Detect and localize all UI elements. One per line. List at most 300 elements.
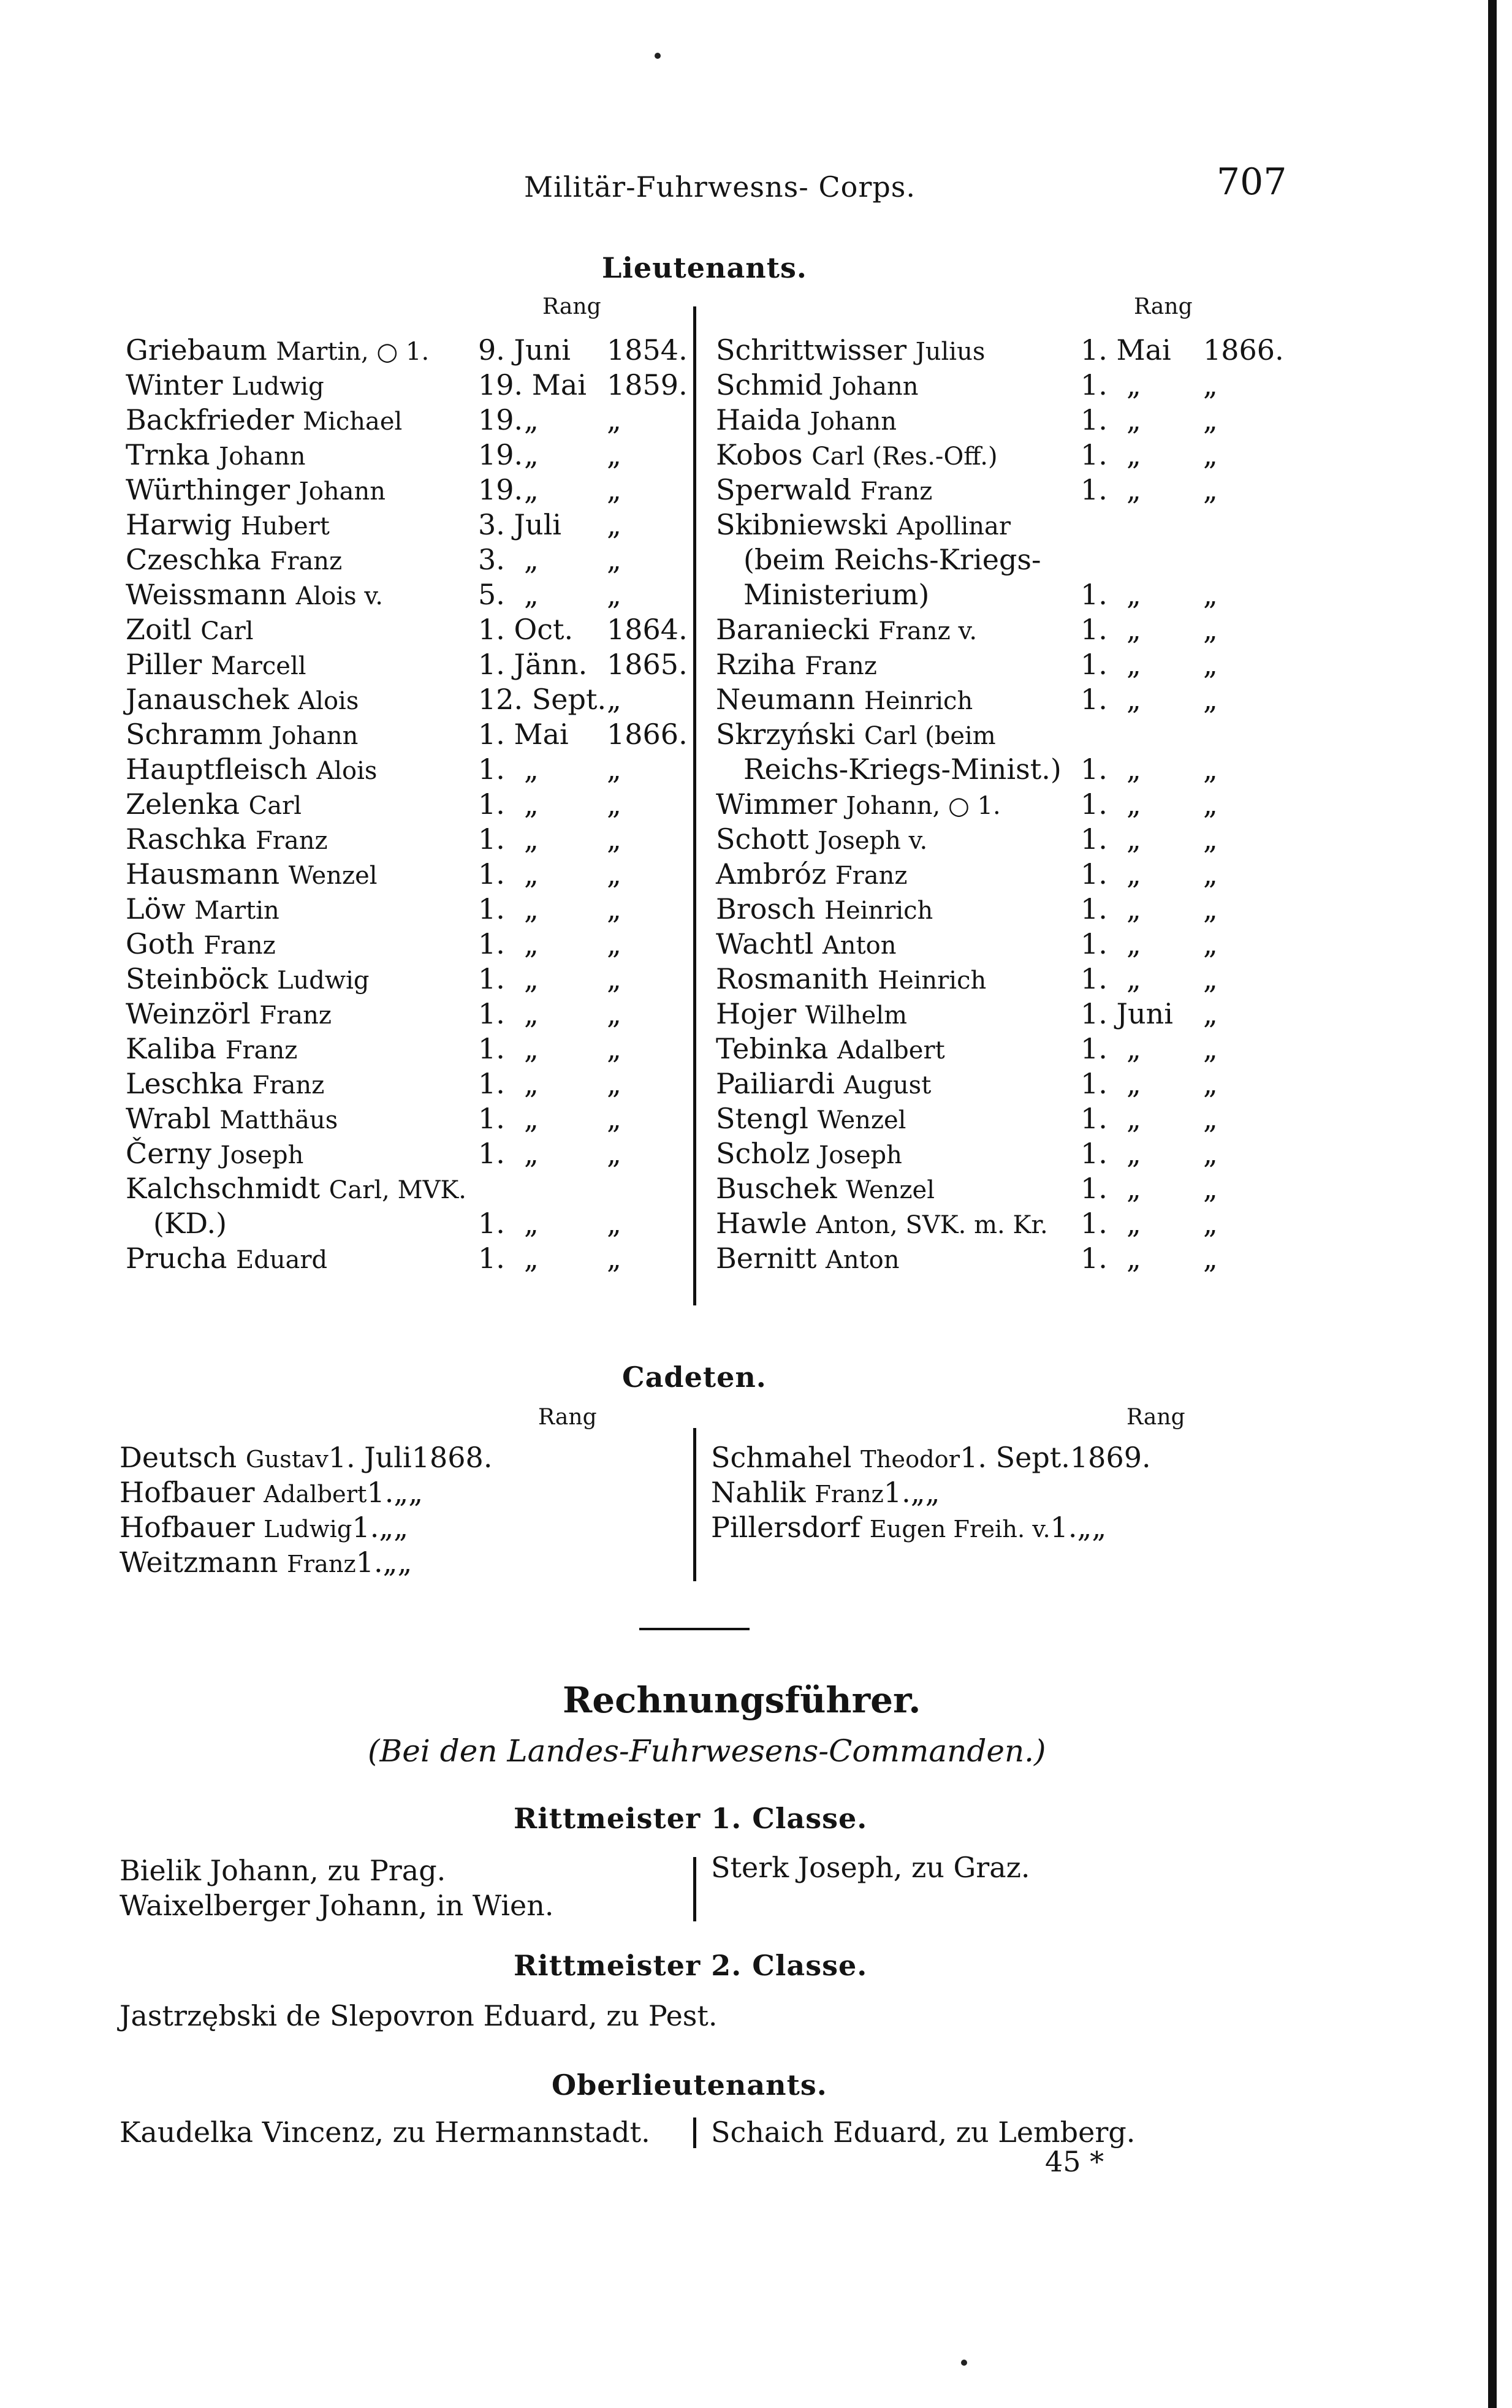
rank-date: 1. [478,857,505,891]
rank-date: 1. Sept. [960,1441,1070,1474]
rank-date: 1. [1081,962,1107,995]
given-name: Wenzel [846,1176,935,1204]
entry-name [120,1476,367,1509]
list-item [126,997,665,1031]
entry-name [716,647,877,684]
rank-date: 1. [1081,613,1107,646]
rank-date: 1. [1081,683,1107,716]
given-name: Eugen Freih. v. [869,1516,1050,1543]
rank-year: „ [1203,962,1218,995]
section-title-rechnungsfuehrer: Rechnungsführer. [563,1679,921,1721]
given-name: Joseph [220,1141,304,1169]
entry-name [716,368,919,404]
rank-date: 19. [478,403,523,436]
ditto-mark: „ [1126,1137,1141,1170]
oberlieutenants-entry: Kaudelka Vincenz, zu Hermannstadt. [120,2116,650,2149]
ditto-mark: „ [1126,927,1141,960]
entry-name [716,1101,906,1138]
rank-year: „ [1203,1102,1218,1135]
rank-year: „ [1203,473,1218,506]
ditto-mark: „ [1126,788,1141,821]
given-name: Hubert [240,512,330,541]
given-name: Franz [252,1071,325,1100]
column-divider [693,306,696,1305]
rank-year: „ [1203,822,1218,856]
rank-year: „ [1203,927,1218,960]
rank-year: „ [607,1137,621,1170]
rank-date: 19. Mai [478,368,587,401]
rank-date: 1. [1081,648,1107,681]
list-item [126,473,665,507]
given-name: Martin, ○ 1. [276,338,430,366]
rank-date: 5. [478,578,505,611]
list-item [716,752,1329,787]
list-item [716,1031,1329,1066]
entry-name [126,787,302,824]
rank-date: 1. [478,822,505,856]
surname: (beim Reichs-Kriegs- [743,543,1041,576]
rank-date: 12. Sept. [478,683,607,716]
surname: Hofbauer [120,1511,255,1544]
surname: Schmid [716,368,823,401]
surname: Tebinka [716,1032,829,1065]
list-item [716,997,1329,1031]
given-name: Johann [219,442,306,471]
entry-name [716,1136,902,1173]
list-item [716,717,1329,752]
surname: Steinböck [126,962,268,995]
surname: Wachtl [716,927,814,960]
rank-year: „ [607,927,621,960]
entry-name [126,403,402,439]
surname: Backfrieder [126,403,294,436]
signature-mark: 45 * [1045,2145,1104,2178]
rank-date: 1. [367,1476,394,1509]
list-item [711,1510,1324,1545]
list-item [716,1101,1329,1136]
entry-name [716,857,907,894]
rank-year: „ [1203,368,1218,401]
entry-name [711,1476,884,1509]
surname: Weinzörl [126,997,251,1030]
surname: Deutsch [120,1441,237,1474]
surname: Skibniewski [716,508,888,541]
surname: Stengl [716,1102,809,1135]
entry-name [126,438,305,474]
surname: Würthinger [126,473,291,506]
entry-name [743,577,929,612]
given-name: Franz [805,652,877,680]
lieutenants-left-column [126,333,688,1276]
entry-name [126,542,342,579]
running-header: Militär-Fuhrwesns- Corps. [524,170,916,203]
given-name: Marcell [210,652,306,680]
rank-date: 1. [478,1137,505,1170]
list-item [716,577,1329,612]
surname: Rosmanith [716,962,869,995]
rank-date: 9. Juni [478,333,571,367]
rank-year: „ [607,788,621,821]
entry-name [126,368,324,404]
list-item [126,1101,665,1136]
entry-name [716,507,1011,544]
list-item [716,787,1329,822]
entry-name [711,1441,960,1474]
entry-name [153,1206,227,1241]
entry-name [120,1511,352,1544]
rank-year: „ [607,1032,621,1065]
list-item [126,962,665,997]
rank-date: 1. [1081,1067,1107,1100]
ditto-mark: „ [524,1102,539,1135]
ditto-mark: „ [1126,683,1141,716]
page-edge [1488,0,1497,2408]
ditto-mark: „ [1126,822,1141,856]
list-item [716,438,1329,473]
list-item [126,438,665,473]
list-item [126,612,688,647]
section-subtitle: (Bei den Landes-Fuhrwesens-Commanden.) [368,1733,1046,1769]
ditto-mark: „ [379,1511,394,1544]
rank-date: 1. [1081,1242,1107,1275]
surname: Zoitl [126,613,192,646]
list-item [716,822,1329,857]
entry-name [716,612,977,649]
rank-year: „ [607,1067,621,1100]
surname: Kalchschmidt [126,1172,321,1205]
rank-date: 1. Juli [328,1441,412,1474]
rank-year: „ [607,438,621,471]
list-item [711,1475,1324,1510]
surname: Hauptfleisch [126,753,308,786]
list-item [120,1510,671,1545]
surname: Prucha [126,1242,227,1275]
rank-date: 1. [1081,788,1107,821]
ditto-mark: „ [524,1242,539,1275]
surname: Schott [716,822,809,856]
rank-date: 1. Oct. [478,613,574,646]
given-name: Joseph [819,1141,902,1169]
surname: Kaliba [126,1032,217,1065]
entry-name [126,473,386,509]
list-item [126,1066,665,1101]
given-name: Carl [248,792,302,820]
separator-rule [639,1628,750,1630]
list-item [126,1241,665,1276]
rank-year: „ [1203,613,1218,646]
entry-name [716,333,985,370]
rank-year: 1869. [1069,1441,1151,1474]
list-item [126,577,665,612]
section-title-lieutenants: Lieutenants. [602,251,807,284]
rank-year: „ [607,403,621,436]
given-name: Adalbert [837,1036,945,1065]
rank-date: 1. [478,892,505,925]
surname: Weissmann [126,578,287,611]
rank-date: 19. [478,438,523,471]
rank-date: 1. [478,962,505,995]
surname: Neumann [716,683,856,716]
rank-date: 1. [1081,1137,1107,1170]
list-item [126,507,665,542]
surname: Reichs-Kriegs-Minist.) [743,753,1062,786]
ditto-mark: „ [524,822,539,856]
entry-name [126,1031,297,1068]
list-item [120,1475,671,1510]
ditto-mark: „ [1126,613,1141,646]
rank-year: „ [1203,438,1218,471]
entry-name [716,927,897,963]
entry-name [126,682,359,719]
rank-date: 3. [478,543,505,576]
ditto-mark: „ [1126,368,1141,401]
list-item [126,647,688,682]
cadets-divider [693,1428,696,1581]
rank-date: 1. Mai [478,718,569,751]
rank-year: „ [1203,683,1218,716]
list-item [716,927,1329,962]
list-item [126,542,665,577]
surname: Weitzmann [120,1546,278,1579]
ditto-mark: „ [1126,1242,1141,1275]
surname: Baraniecki [716,613,870,646]
rank-year: „ [607,857,621,891]
ditto-mark: „ [1126,892,1141,925]
rank-year: „ [607,753,621,786]
cadets-right-column [711,1440,1324,1545]
list-item [716,1171,1329,1206]
given-name: Anton, SVK. m. Kr. [816,1211,1048,1239]
list-item [716,682,1329,717]
rank-date: 1. Jänn. [478,648,588,681]
rank-year: „ [607,543,621,576]
surname: Pillersdorf [711,1511,861,1544]
ditto-mark: „ [382,1546,398,1579]
surname: Wrabl [126,1102,211,1135]
entry-name [716,892,933,929]
entry-name [126,1066,324,1103]
given-name: Gustav [245,1446,329,1473]
given-name: Alois [298,687,359,715]
entry-name [716,682,973,719]
given-name: Joseph v. [818,827,928,855]
ditto-mark: „ [1126,1067,1141,1100]
rank-date: 1. [1081,1207,1107,1240]
entry-name [716,1031,945,1068]
surname: Wimmer [716,788,837,821]
list-item [126,752,665,787]
surname: Winter [126,368,223,401]
surname: Griebaum [126,333,267,367]
entry-name [716,787,1001,824]
list-item [126,368,688,403]
list-item [126,857,665,892]
list-item [716,1206,1329,1241]
entry-name [126,717,358,754]
oberlieutenants-divider [693,2117,696,2148]
rank-year: „ [397,1546,412,1579]
list-item [126,787,665,822]
entry-name [716,1206,1048,1243]
surname: Schramm [126,718,263,751]
list-item [716,892,1329,927]
surname: Ministerium) [743,578,930,611]
rittmeister1-entry: Sterk Joseph, zu Graz. [711,1851,1030,1884]
entry-name [126,612,254,649]
rank-year: „ [1203,1242,1218,1275]
rank-year: „ [393,1511,409,1544]
rank-date: 1. [1081,1032,1107,1065]
ditto-mark: „ [524,962,539,995]
list-item [126,892,665,927]
rittmeister1-divider [693,1857,696,1921]
rank-date: 1. [1081,753,1107,786]
rank-year: „ [1203,1207,1218,1240]
rank-year: „ [1203,753,1218,786]
surname: Hawle [716,1207,807,1240]
given-name: Johann [298,477,386,506]
rank-year: 1866. [1203,333,1284,367]
ditto-mark: „ [1126,1207,1141,1240]
surname: Pailiardi [716,1067,835,1100]
rank-date: 1. [1081,1172,1107,1205]
cadets-left-column [120,1440,671,1580]
given-name: Carl (Res.-Off.) [811,442,998,471]
list-item [120,1545,671,1580]
given-name: Martin [194,897,279,925]
entry-name [716,997,907,1033]
given-name: August [843,1071,932,1100]
given-name: Adalbert [264,1481,367,1508]
rank-date: 1. [478,997,505,1030]
oberlieutenants-entry: Schaich Eduard, zu Lemberg. [711,2116,1136,2149]
given-name: Carl, MVK. [329,1176,467,1204]
list-item [126,1136,665,1171]
rank-year: 1865. [607,648,688,681]
surname: Sperwald [716,473,852,506]
rank-year: 1854. [607,333,688,367]
given-name: Franz [203,932,276,960]
list-item [126,1206,665,1241]
rank-date: 1. [1081,438,1107,471]
entry-name [126,1101,338,1138]
surname: Rziha [716,648,796,681]
surname: Bernitt [716,1242,817,1275]
surname: Skrzyński [716,718,856,751]
rank-year: „ [607,1242,621,1275]
lieutenants-right-column [716,333,1329,1276]
ditto-mark: „ [524,892,539,925]
surname: Harwig [126,508,232,541]
rang-label-right: Rang [1134,294,1193,319]
entry-name [126,927,276,963]
oberlieutenants-title: Oberlieutenants. [552,2068,827,2102]
entry-name [716,1241,900,1278]
ditto-mark: „ [524,438,539,471]
ditto-mark: „ [524,543,539,576]
list-item [716,473,1329,507]
given-name: Franz [860,477,933,506]
ditto-mark: „ [524,473,539,506]
rank-date: 1. [478,927,505,960]
entry-name [716,473,932,509]
surname: Raschka [126,822,247,856]
list-item [126,1031,665,1066]
list-item [716,962,1329,997]
entry-name [716,822,927,859]
rank-date: 1. [1081,473,1107,506]
given-name: Ludwig [264,1516,352,1543]
list-item [716,1241,1329,1276]
entry-name [126,892,279,929]
rank-year: „ [607,473,621,506]
rank-year: „ [1203,403,1218,436]
rank-year: „ [607,1207,621,1240]
surname: Löw [126,892,186,925]
given-name: Carl [200,617,254,645]
given-name: Franz v. [878,617,978,645]
rank-date: 1. [1081,927,1107,960]
list-item [126,682,665,717]
rank-year: „ [408,1476,424,1509]
ditto-mark: „ [524,753,539,786]
surname: Nahlik [711,1476,806,1509]
entry-name [711,1511,1050,1544]
given-name: Eduard [236,1246,328,1274]
given-name: Carl (beim [864,722,996,750]
given-name: Anton [825,1246,900,1274]
list-item [120,1440,671,1475]
entry-name [120,1441,329,1474]
list-item [716,1066,1329,1101]
rank-date: 1. [478,1242,505,1275]
rank-year: „ [1203,892,1218,925]
rank-year: „ [1203,997,1218,1030]
ditto-mark: „ [1126,473,1141,506]
given-name: Johann, ○ 1. [846,792,1001,820]
entry-name [716,717,996,754]
rank-year: „ [607,683,621,716]
rank-year: „ [1203,1032,1218,1065]
surname: Haida [716,403,802,436]
rank-year: „ [607,892,621,925]
given-name: Franz [270,547,343,575]
rank-date: 1. [355,1546,383,1579]
surname: Schrittwisser [716,333,907,367]
rank-date: 1. [1081,578,1107,611]
surname: Hojer [716,997,797,1030]
given-name: Johann [810,408,897,436]
entry-name [716,962,986,998]
rank-year: „ [1203,648,1218,681]
list-item [126,822,665,857]
ditto-mark: „ [524,578,539,611]
section-title-cadets: Cadeten. [622,1361,767,1394]
rank-date: 1. [478,1102,505,1135]
list-item [126,927,665,962]
given-name: Apollinar [897,512,1011,541]
list-item [716,403,1329,438]
rank-year: „ [1203,788,1218,821]
rank-year: „ [607,1102,621,1135]
surname: Kobos [716,438,803,471]
given-name: Heinrich [824,897,933,925]
rang-label-left: Rang [542,294,601,319]
surname: Trnka [126,438,210,471]
ditto-mark: „ [1126,648,1141,681]
given-name: Franz [259,1001,332,1030]
surname: Černy [126,1137,212,1170]
